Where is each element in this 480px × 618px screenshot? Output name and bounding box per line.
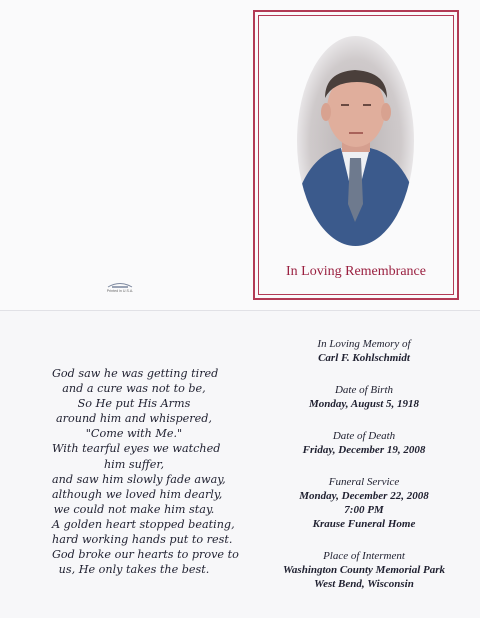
poem-line: around him and whispered, — [56, 412, 212, 426]
poem-line: although we loved him dearly, — [52, 487, 223, 501]
poem-line: hard working hands put to rest. — [52, 533, 233, 547]
poem-line: and a cure was not to be, — [62, 382, 206, 396]
birth-label: Date of Birth — [334, 384, 394, 396]
poem-line: us, He only takes the best. — [58, 563, 210, 577]
deceased-name: Carl F. Kohlschmidt — [318, 352, 410, 364]
portrait-photo — [297, 36, 414, 246]
service-place: Krause Funeral Home — [312, 518, 416, 530]
service-time: 7:00 PM — [344, 504, 384, 516]
printer-logo — [100, 280, 140, 304]
service-details — [272, 337, 456, 591]
printer-logo-icon — [106, 280, 134, 289]
photo-frame — [253, 10, 459, 300]
poem-line: we could not make him stay. — [53, 502, 215, 516]
death-date: Friday, December 19, 2008 — [302, 444, 426, 456]
poem-line: With tearful eyes we watched — [52, 442, 221, 456]
poem-line: God saw he was getting tired — [52, 367, 219, 380]
poem-line: A golden heart stopped beating, — [52, 517, 235, 531]
printer-logo-text: Printed in U.S.A. — [106, 289, 134, 293]
death-label: Date of Death — [332, 430, 396, 442]
birth-date: Monday, August 5, 1918 — [308, 398, 420, 410]
service-label: Funeral Service — [328, 476, 400, 488]
memory-label: In Loving Memory of — [317, 338, 411, 350]
poem-line: him suffer, — [103, 457, 165, 471]
remembrance-heading: In Loving Remembrance — [286, 264, 426, 279]
interment-label: Place of Interment — [323, 550, 405, 562]
interment-city: West Bend, Wisconsin — [314, 578, 414, 590]
poem-line: and saw him slowly fade away, — [52, 472, 226, 486]
poem-line: "Come with Me." — [85, 427, 183, 441]
poem-line: So He put His Arms — [77, 397, 191, 411]
memorial-poem — [52, 366, 239, 577]
poem-line: God broke our hearts to prove to — [52, 548, 239, 562]
interment-place: Washington County Memorial Park — [282, 564, 446, 576]
service-date: Monday, December 22, 2008 — [299, 490, 429, 502]
